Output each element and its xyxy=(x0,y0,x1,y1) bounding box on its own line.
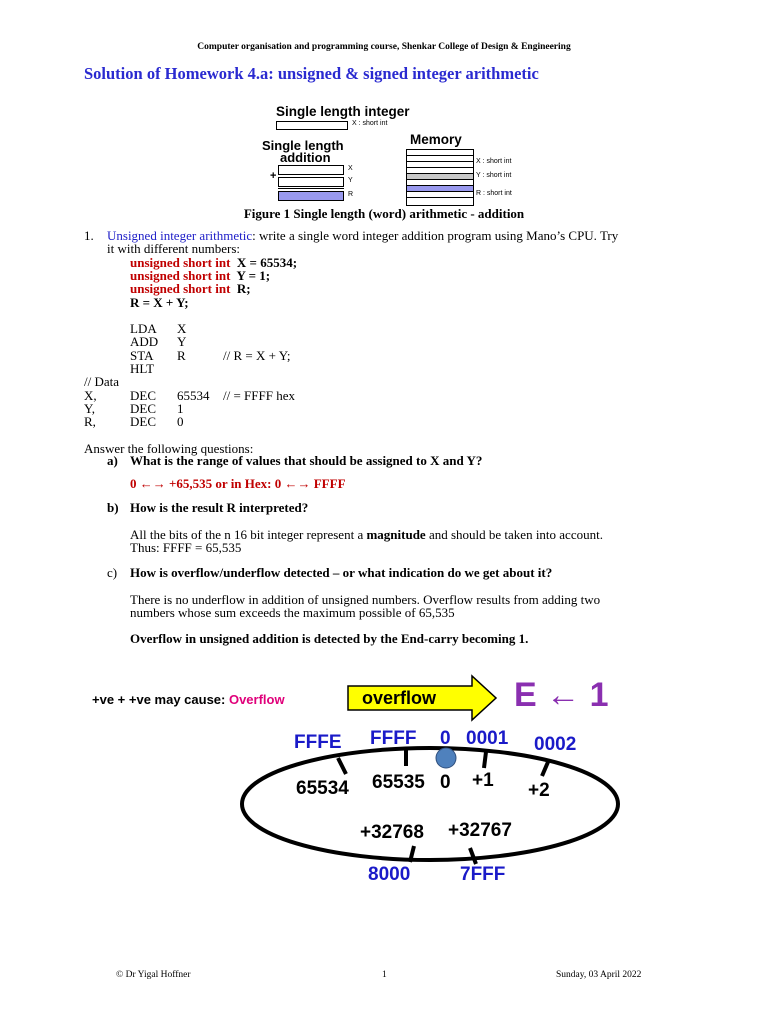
code-arg: 0 xyxy=(177,414,184,430)
zero-dot xyxy=(436,748,456,768)
ve-overflow-word: Overflow xyxy=(228,692,285,707)
code-op: HLT xyxy=(130,360,155,376)
footer-date: Sunday, 03 April 2022 xyxy=(556,970,642,980)
fig-integer-box xyxy=(276,121,348,130)
code-comment: // = FFFF hex xyxy=(223,387,295,403)
fig-mem-y-label: Y : short int xyxy=(476,172,512,179)
q1-number: 1. xyxy=(84,228,94,243)
decl-y-rest: Y = 1; xyxy=(236,268,271,283)
tick-0002 xyxy=(542,762,548,776)
decl-x-rest: X = 65534; xyxy=(236,255,298,270)
decl-r-rest: R; xyxy=(236,281,251,296)
dec-65534: 65534 xyxy=(296,778,349,799)
tick-7fff xyxy=(470,848,476,864)
code-op: ADD xyxy=(130,334,159,350)
decl-r-type: unsigned short int xyxy=(130,281,231,296)
ve-caption xyxy=(92,692,285,707)
fig-single-length-integer: Single length integer xyxy=(276,104,410,119)
figure-caption: Figure 1 Single length (word) arithmetic - addition xyxy=(243,206,525,221)
fig-plus-sign: + xyxy=(270,170,277,182)
code-op: LDA xyxy=(130,321,157,336)
hex-0002: 0002 xyxy=(534,734,577,755)
q1-heading: Unsigned integer arithmetic xyxy=(107,228,253,243)
number-ring xyxy=(230,740,670,890)
fig-mem-r-label: R : short int xyxy=(476,190,512,197)
q1-text2: it with different numbers: xyxy=(107,241,240,256)
qc-answer-3: Overflow in unsigned addition is detected by the End-carry becoming 1. xyxy=(130,631,529,646)
qb-answer-post: and should be taken into account. xyxy=(425,527,603,542)
fig-integer-box-label: X : short int xyxy=(352,120,388,127)
qc-answer-1: There is no underflow in addition of unsigned numbers. Overflow results from adding two xyxy=(130,592,601,607)
hex-fffe: FFFE xyxy=(294,732,342,753)
footer-page: 1 xyxy=(382,970,387,980)
hex-8000: 8000 xyxy=(368,864,411,885)
ring-ellipse xyxy=(242,748,618,860)
tick-0001 xyxy=(484,752,486,768)
overflow-arrow-label: overflow xyxy=(362,688,437,708)
qb-answer-pre: All the bits of the n 16 bit integer represent a xyxy=(130,527,367,542)
questions-intro: Answer the following questions: xyxy=(84,441,254,456)
fig-memory-label: Memory xyxy=(410,132,462,147)
fig-add-y-box xyxy=(278,177,344,187)
fig-add-divider xyxy=(278,188,344,189)
code-label: X, xyxy=(84,387,97,403)
qb-label: b) xyxy=(107,500,119,515)
decl-x-type: unsigned short int xyxy=(130,255,231,270)
fig-mem-x-label: X : short int xyxy=(476,158,512,165)
code-label: R, xyxy=(84,414,96,430)
qa-label: a) xyxy=(107,453,118,468)
dec-32767: +32767 xyxy=(448,820,512,841)
code-arg: R xyxy=(177,347,186,363)
dec-65535: 65535 xyxy=(372,772,425,793)
code-label: Y, xyxy=(84,400,95,416)
fig-add-x-label: X xyxy=(348,165,353,172)
dec-plus-2: +2 xyxy=(528,780,550,801)
code-op: DEC xyxy=(130,400,156,416)
dec-plus-1: +1 xyxy=(472,770,494,791)
fig-add-x-box xyxy=(278,165,344,175)
fig-add-r-box xyxy=(278,191,344,201)
decl-y-type: unsigned short int xyxy=(130,268,231,283)
qb-answer-2: Thus: FFFF = 65,535 xyxy=(130,540,242,555)
qc-answer-2: numbers whose sum exceeds the maximum possible of 65,535 xyxy=(130,605,455,620)
dec-32768: +32768 xyxy=(360,822,424,843)
code-arg: X xyxy=(177,321,187,336)
qc-question: How is overflow/underflow detected – or what indication do we get about it? xyxy=(130,565,553,580)
qb-answer-bold: magnitude xyxy=(366,527,426,542)
ve-text: +ve + +ve may cause: xyxy=(92,692,229,707)
qa-question: What is the range of values that should be assigned to X and Y? xyxy=(130,453,483,468)
page-header: Computer organisation and programming course, Shenkar College of Design & Engineering xyxy=(197,42,571,52)
code-label: // Data xyxy=(84,374,120,390)
expression: R = X + Y; xyxy=(130,295,189,310)
fig-addition: addition xyxy=(280,150,331,165)
dec-0: 0 xyxy=(440,772,451,793)
fig-add-y-label: Y xyxy=(348,177,353,184)
hex-7fff: 7FFF xyxy=(460,864,506,885)
code-comment: // R = X + Y; xyxy=(223,347,291,363)
code-op: DEC xyxy=(130,414,156,430)
figure-1 xyxy=(262,104,512,204)
hex-ffff: FFFF xyxy=(370,728,417,749)
code-arg: 1 xyxy=(177,400,184,416)
footer-author: © Dr Yigal Hoffner xyxy=(116,970,191,980)
end-carry-label: E ← 1 xyxy=(514,676,609,714)
decl-r xyxy=(130,282,251,295)
tick-fffe xyxy=(338,758,346,774)
code-op: STA xyxy=(130,347,154,363)
fig-single-length: Single length xyxy=(262,138,344,153)
qa-answer: 0 ←→ +65,535 or in Hex: 0 ←→ FFFF xyxy=(130,476,346,491)
hex-0: 0 xyxy=(440,728,451,749)
hex-0001: 0001 xyxy=(466,728,509,749)
q1-text1: : write a single word integer addition program using Mano’s CPU. Try xyxy=(252,228,619,243)
qb-question: How is the result R interpreted? xyxy=(130,500,309,515)
code-arg: Y xyxy=(177,334,187,350)
code-op: DEC xyxy=(130,387,156,403)
fig-add-r-label: R xyxy=(348,191,354,198)
code-arg: 65534 xyxy=(177,387,210,403)
fig-memory-block xyxy=(406,149,474,206)
qc-label: c) xyxy=(107,565,118,580)
page-title: Solution of Homework 4.a: unsigned & signed integer arithmetic xyxy=(84,64,539,83)
